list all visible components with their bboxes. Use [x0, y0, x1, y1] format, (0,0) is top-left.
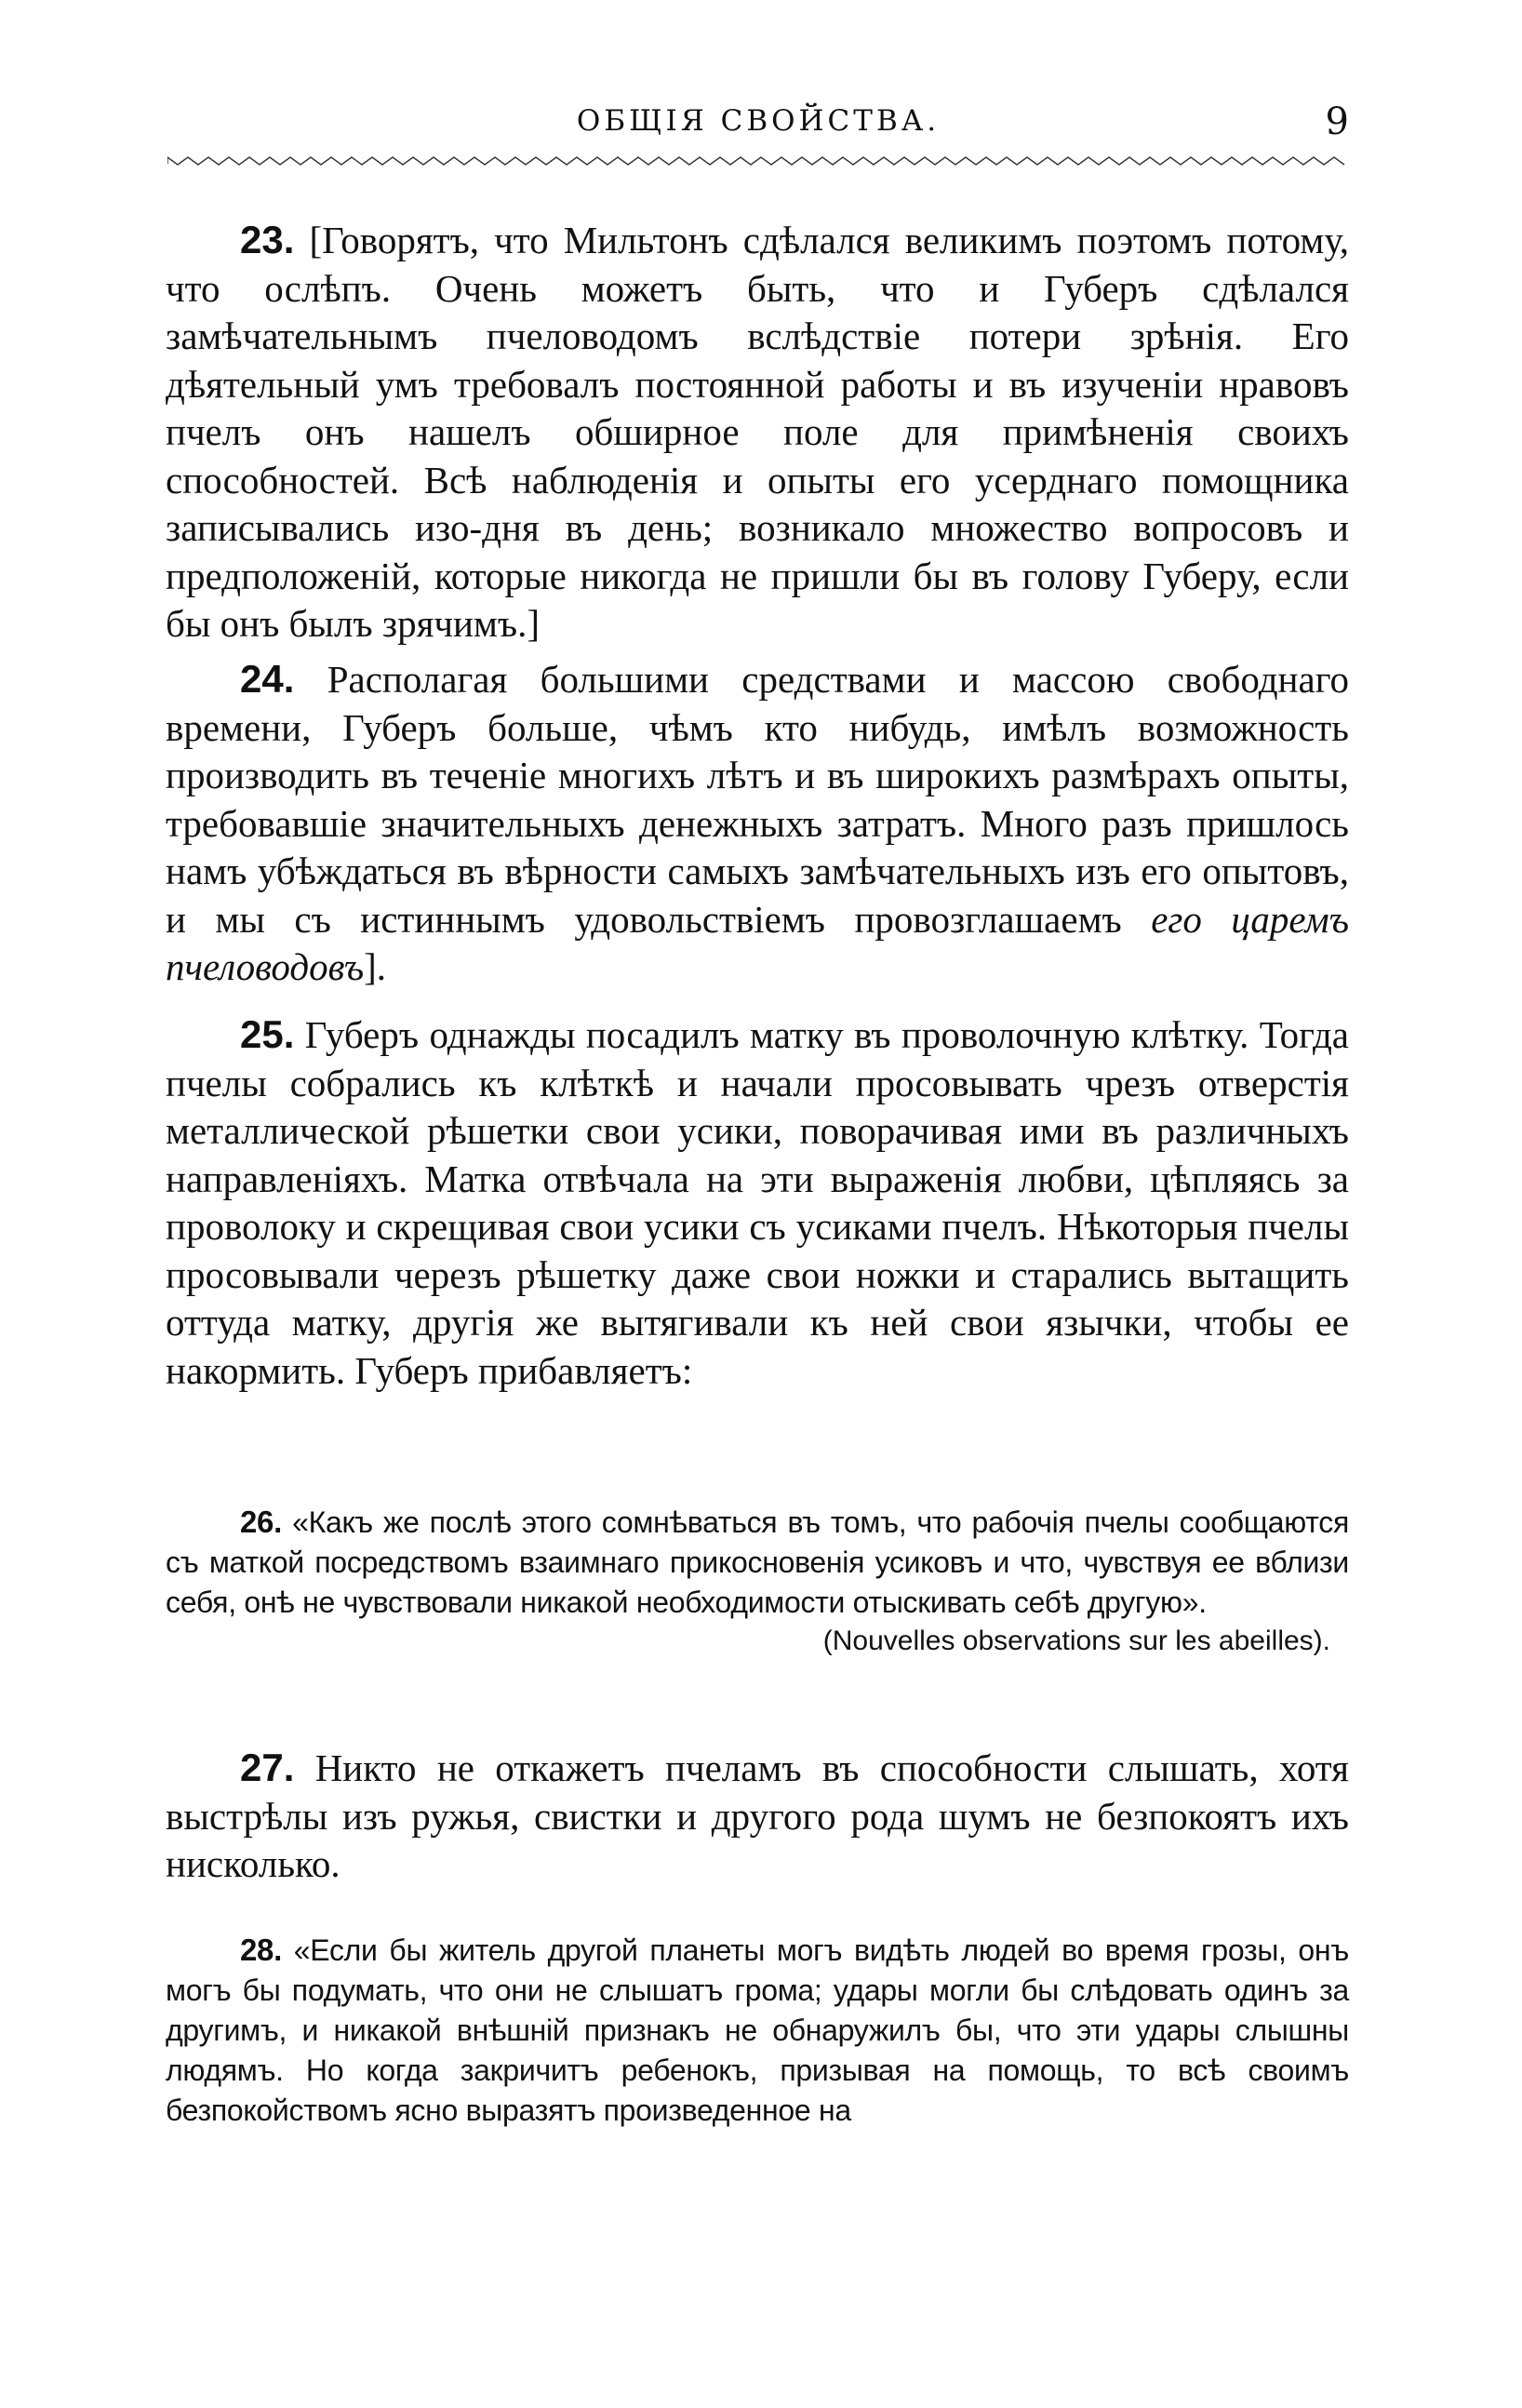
- paragraph-text: [Говорятъ, что Мильтонъ сдѣлался великимъ поэтомъ потому, что ослѣпъ. Очень можетъ быть, что и Губеръ сдѣлался замѣчательнымъ пчеловодомъ вслѣдствіе потери зрѣнія. Его дѣятельный умъ требовалъ постоянной работы и въ изученіи нравовъ пчелъ онъ нашелъ обширное поле для примѣненія своихъ способностей. Всѣ наблюденія и опыты его усерднаго помощника записывались изо-дня въ день; возникало множество вопросовъ и предположеній, которые никогда не пришли бы въ голову Губеру, если бы онъ былъ зрячимъ.]: [166, 219, 1349, 645]
- paragraph-number: 28.: [240, 1933, 282, 1967]
- paragraph-text: Располагая большими средствами и массою свободнаго времени, Губеръ больше, чѣмъ кто нибудь, имѣлъ возможность производить въ теченіе многихъ лѣтъ и въ широкихъ размѣрахъ опыты, требовавшіе значительныхъ денежныхъ затратъ. Много разъ пришлось намъ убѣждаться въ вѣрности самыхъ замѣчательныхъ изъ его опытовъ, и мы съ истиннымъ удовольствіемъ провозглашаемъ: [166, 658, 1349, 941]
- running-title: ОБЩІЯ СВОЙСТВА.: [576, 104, 941, 138]
- paragraph-number: 23.: [240, 218, 295, 261]
- running-head: [167, 100, 1349, 156]
- paragraph-tail: ].: [364, 945, 387, 988]
- italic-phrase: его царемъ пчеловодовъ: [166, 897, 1349, 988]
- paragraph-number: 25.: [240, 1012, 295, 1056]
- paragraph-number: 27.: [240, 1746, 295, 1789]
- paragraph-28: [166, 1930, 1349, 2131]
- source-citation: (Nouvelles observations sur les abeilles).: [822, 1625, 1330, 1656]
- paragraph-25: [166, 1010, 1349, 1395]
- paragraph-number: 24.: [240, 657, 295, 701]
- paragraph-text: «Если бы житель другой планеты могъ видѣть людей во время грозы, онъ могъ бы подумать, что они не слышатъ грома; удары могли бы слѣдовать одинъ за другимъ, и никакой внѣшній признакъ не обнаружилъ бы, что эти удары слышны людямъ. Но когда закричитъ ребенокъ, призывая на помощь, то всѣ своимъ безпокойствомъ ясно выразятъ произведенное на: [166, 1933, 1349, 2127]
- paragraph-23: [166, 216, 1349, 649]
- paragraph-26: [166, 1502, 1349, 1660]
- page-number: 9: [1325, 100, 1349, 143]
- paragraph-27: [166, 1744, 1349, 1889]
- paragraph-text: «Какъ же послѣ этого сомнѣваться въ томъ, что рабочія пчелы сообщаются съ маткой посредствомъ взаимнаго прикосновенія усиковъ и что, чувствуя ее вблизи себя, онѣ не чувствовали никакой необходимости отыскивать себѣ другую».: [166, 1505, 1349, 1619]
- paragraph-24: [166, 655, 1349, 992]
- paragraph-number: 26.: [240, 1505, 282, 1539]
- paragraph-text: Никто не откажетъ пчеламъ въ способности слышать, хотя выстрѣлы изъ ружья, свистки и другого рода шумъ не безпокоятъ ихъ нисколько.: [166, 1746, 1350, 1885]
- paragraph-text: Губеръ однажды посадилъ матку въ проволочную клѣтку. Тогда пчелы собрались къ клѣткѣ и начали просовывать чрезъ отверстія металлической рѣшетки свои усики, поворачивая ими въ различныхъ направленіяхъ. Матка отвѣчала на эти выраженія любви, цѣпляясь за проволоку и скрещивая свои усики съ усиками пчелъ. Нѣкоторыя пчелы просовывали черезъ рѣшетку даже свои ножки и старались вытащить оттуда матку, другія же вытягивали къ ней свои язычки, чтобы ее накормить. Губеръ прибавляетъ:: [166, 1013, 1350, 1392]
- wavy-rule-divider: [167, 154, 1349, 167]
